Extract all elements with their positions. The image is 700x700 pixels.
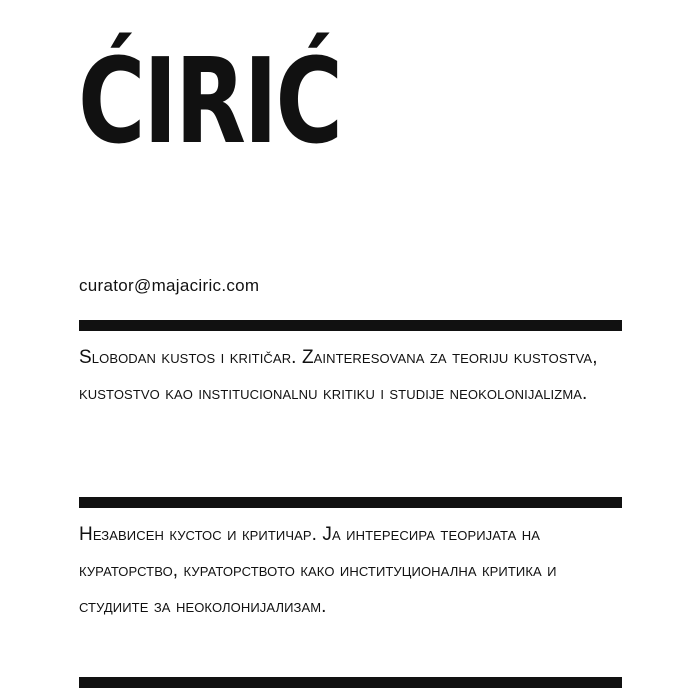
divider	[79, 677, 622, 688]
divider	[79, 320, 622, 331]
email-link[interactable]: curator@majaciric.com	[79, 276, 260, 295]
bio-latin-text: Slobodan kustos i kritičar. Zainteresovana za teoriju kustostva, kustostvo kao institucionalnu kritiku i studije neokolonijalizma.	[79, 347, 598, 404]
page-title: ĆIRIĆ	[78, 32, 341, 170]
bio-cyrillic-text: Независен кустос и критичар. Ја интересира теоријата на кураторство, кураторството како институционална критика и студиите за неоколонијализам.	[79, 524, 557, 617]
divider	[79, 497, 622, 508]
